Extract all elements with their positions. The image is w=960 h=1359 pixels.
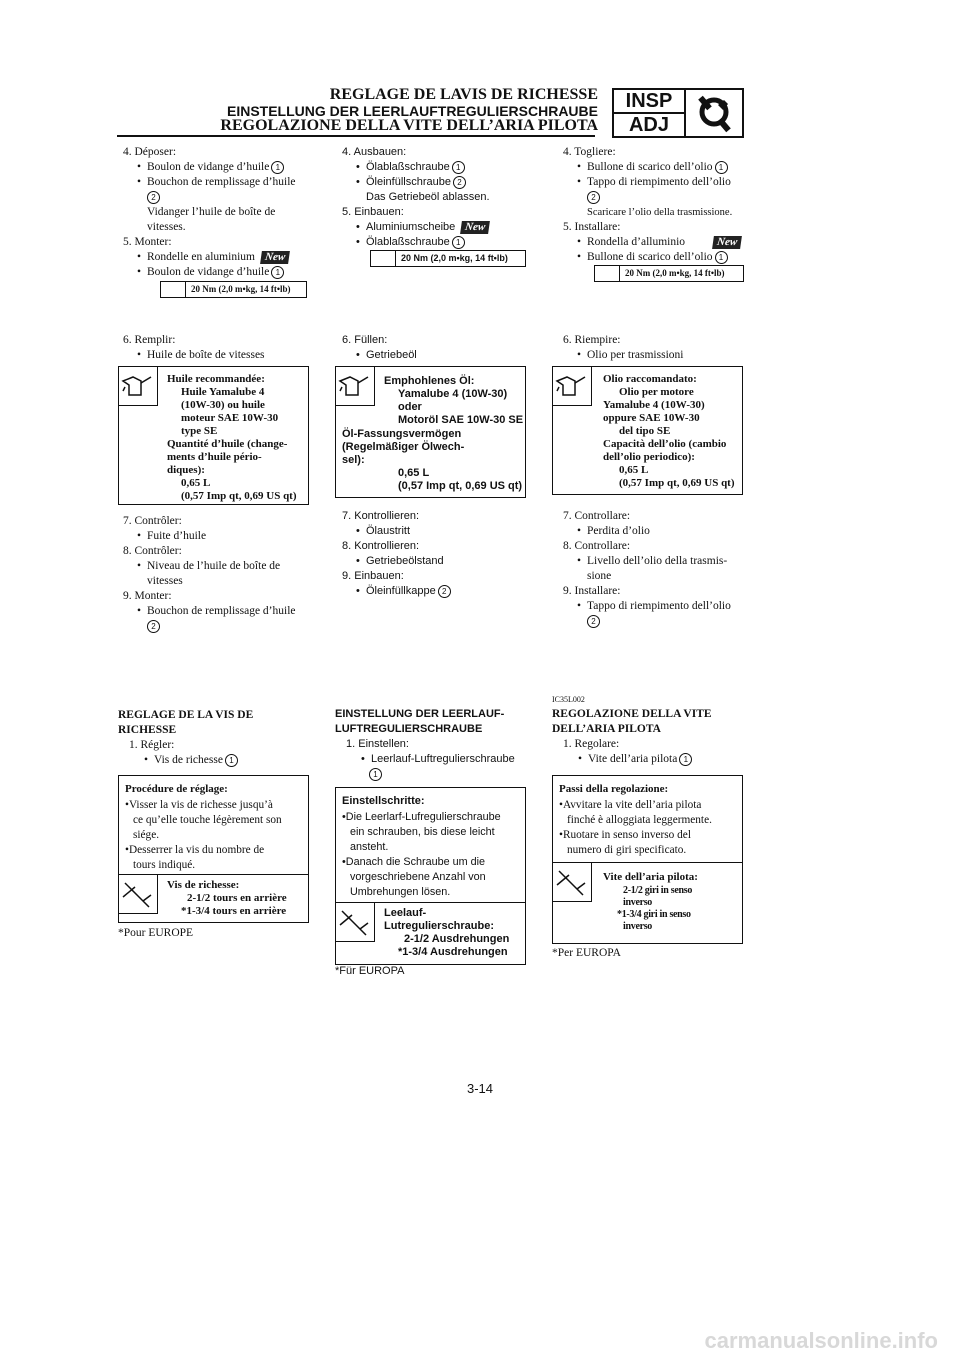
- step-5b: [563, 250, 753, 265]
- badge-adj: ADJ: [628, 114, 669, 136]
- step-8: 8. Kontrollieren:: [342, 540, 420, 552]
- step-4c-cont: vitesses.: [147, 221, 186, 233]
- spec-value: 2-1/2 tours en arrière: [187, 892, 287, 904]
- procedure-box-fr: [118, 775, 309, 923]
- procedure-box-it: [552, 775, 743, 944]
- step-text: Bullone di scarico dell’olio: [587, 161, 713, 173]
- torque-wrench-icon: [161, 282, 186, 297]
- spec-label: Leelauf-: [384, 907, 427, 919]
- spec-subbox-fr: [119, 874, 308, 922]
- oil-spec-box-it: [552, 366, 743, 495]
- bullet: •: [361, 753, 365, 765]
- step-text: Ölablaßschraube: [366, 236, 450, 248]
- step-5a: [342, 220, 532, 235]
- step-text: Vite dell’aria pilota: [588, 753, 678, 765]
- oil-spec-box-de: [335, 366, 526, 498]
- oil-capacity-label: Öl-Fassungsvermögen: [342, 428, 462, 440]
- step-text: Aluminiumscheibe: [366, 221, 456, 233]
- oil-value: Motoröl SAE 10W-30 SE: [398, 414, 524, 426]
- step-text: Öleinfüllkappe: [366, 585, 436, 597]
- step-5b: [123, 265, 313, 280]
- screwdriver-icon: [336, 903, 375, 942]
- screwdriver-icon: [119, 875, 157, 913]
- torque-text: 20 Nm (2,0 m•kg, 14 ft•lb): [625, 268, 725, 278]
- column-fr: [123, 145, 313, 280]
- step-5: 5. Monter:: [123, 236, 172, 248]
- oil-capacity-label: sel):: [342, 454, 365, 466]
- oil-label: Huile recommandée:: [167, 373, 265, 385]
- oil-label: Emphohlenes Öl:: [384, 375, 475, 387]
- callout-1: 1: [452, 236, 465, 249]
- procedure-title: Procédure de réglage:: [125, 783, 228, 795]
- adjust-step-1a-cont: [335, 767, 535, 782]
- step-7a: • Perdita d’olio: [563, 524, 753, 539]
- step-8a: • Getriebeölstand: [342, 554, 532, 569]
- step-4c: Vidanger l’huile de boîte de: [147, 206, 276, 218]
- step-text: Vis de richesse: [154, 754, 223, 766]
- procedure-line: •Die Leerlarf-Lufregulierschraube: [342, 811, 501, 823]
- procedure-box-de: [335, 787, 526, 965]
- oil-capacity-value: (0,57 Imp qt, 0,69 US qt): [619, 477, 735, 489]
- step-9: 9. Einbauen:: [342, 570, 404, 582]
- callout-1: 1: [715, 161, 728, 174]
- step-5b: [342, 235, 532, 250]
- oil-value: Olio per motore: [619, 386, 694, 398]
- oil-value: oppure SAE 10W-30: [603, 412, 700, 424]
- oil-can-icon: [119, 367, 157, 405]
- step-4b-cont: [123, 190, 313, 205]
- procedure-line: •Desserrer la vis du nombre de: [125, 844, 265, 856]
- spec-value: *1-3/4 giri in senso: [617, 909, 691, 920]
- footnote-it: [552, 946, 621, 961]
- adjust-step-1a: [552, 752, 752, 767]
- procedure-title: Passi della regolazione:: [559, 783, 669, 795]
- title-de: EINSTELLUNG DER LEERLAUFTREGULIERSCHRAUBE: [226, 103, 598, 119]
- procedure-line: Umbrehungen lösen.: [350, 886, 451, 898]
- step-5: 5. Einbauen:: [342, 206, 404, 218]
- procedure-line: siége.: [133, 829, 160, 841]
- screwdriver-icon: [119, 875, 158, 914]
- badge-insp: INSP: [625, 90, 673, 112]
- oil-value: type SE: [181, 425, 218, 437]
- oil-can-icon: [553, 367, 591, 405]
- step-text: Ölablaßschraube: [366, 161, 450, 173]
- oil-capacity-label: ments d’huile pério-: [167, 451, 262, 463]
- step-7: 7. Contrôler:: [123, 515, 182, 527]
- torque-wrench-icon: [595, 266, 620, 281]
- column-fr-fill: [123, 333, 313, 363]
- oil-capacity-value: (0,57 Imp qt, 0,69 US qt): [181, 490, 297, 502]
- callout-2: 2: [438, 585, 451, 598]
- torque-spec-it: [594, 265, 744, 282]
- step-9a: [342, 584, 532, 599]
- torque-text: 20 Nm (2,0 m•kg, 14 ft•lb): [401, 253, 508, 263]
- callout-1: 1: [225, 754, 238, 767]
- step-6: 6. Remplir:: [123, 334, 176, 346]
- adjust-step-1: 1. Régler:: [129, 739, 175, 751]
- new-badge: New: [712, 236, 742, 249]
- spec-label: Lutregulierschraube:: [384, 920, 495, 932]
- step-9: 9. Monter:: [123, 590, 172, 602]
- step-5: 5. Installare:: [563, 221, 621, 233]
- column-it-check: [563, 509, 753, 629]
- column-de-check: [342, 509, 532, 599]
- screwdriver-icon: [336, 903, 374, 941]
- spec-value: 2-1/2 Ausdrehungen: [404, 933, 510, 945]
- step-6a: • Olio per trasmissioni: [563, 348, 753, 363]
- spec-value: inverso: [623, 921, 653, 932]
- oil-value: Yamalube 4 (10W-30): [398, 388, 508, 400]
- magnifier-wrench-icon: [688, 92, 740, 134]
- page-number: 3-14: [466, 1081, 494, 1096]
- step-8a-cont: vitesses: [147, 575, 183, 587]
- step-7a: • Ölaustritt: [342, 524, 532, 539]
- torque-text: 20 Nm (2,0 m•kg, 14 ft•lb): [191, 284, 291, 294]
- spec-subbox-de: [336, 902, 525, 964]
- header-rule: [117, 135, 595, 137]
- step-5a: [123, 250, 313, 265]
- procedure-text: [125, 798, 282, 873]
- step-7: 7. Controllare:: [563, 510, 631, 522]
- section-title-line: LUFTREGULIERSCHRAUBE: [335, 723, 483, 735]
- step-8: 8. Contrôler:: [123, 545, 182, 557]
- step-9a: • Tappo di riempimento dell’olio: [563, 599, 753, 614]
- procedure-line: ein schrauben, bis diese leicht: [350, 826, 495, 838]
- bullet: •: [144, 754, 149, 766]
- callout-2: 2: [147, 191, 160, 204]
- column-de-fill: [342, 333, 532, 363]
- oil-spec-box-fr: [118, 366, 309, 505]
- step-8: 8. Controllare:: [563, 540, 631, 552]
- footnote-text: *Für EUROPA: [335, 965, 405, 977]
- oil-capacity-label: Quantité d’huile (change-: [167, 438, 288, 450]
- step-9a-cont: [123, 619, 313, 634]
- footnote-text: *Pour EUROPE: [118, 927, 194, 939]
- step-4c: Das Getriebeöl ablassen.: [366, 191, 490, 203]
- step-4: 4. Déposer:: [123, 146, 177, 158]
- oil-capacity-label: (Regelmäßiger Ölwech-: [342, 441, 465, 453]
- procedure-text: [342, 810, 501, 900]
- step-4a: [563, 160, 753, 175]
- oil-value: Huile Yamalube 4: [181, 386, 265, 398]
- bullet: •: [578, 753, 583, 765]
- callout-1: 1: [452, 161, 465, 174]
- oil-capacity-value: (0,57 Imp qt, 0,69 US qt): [398, 480, 523, 492]
- adjust-step-1a: [335, 752, 535, 767]
- step-6a: • Getriebeöl: [342, 348, 532, 363]
- adjust-step-1: 1. Regolare:: [563, 738, 620, 750]
- procedure-line: •Danach die Schraube um die: [342, 856, 486, 868]
- adjust-step-1a: [118, 753, 318, 768]
- column-it-adjust: [552, 737, 752, 767]
- step-4b: [342, 175, 532, 190]
- step-text: Bullone di scarico dell’olio: [587, 251, 713, 263]
- column-fr-check: [123, 514, 313, 634]
- column-it: [563, 145, 753, 265]
- procedure-line: tours indiqué.: [133, 859, 196, 871]
- step-4: 4. Ausbauen:: [342, 146, 407, 158]
- callout-1: 1: [271, 266, 284, 279]
- oil-capacity-label: diques):: [167, 464, 205, 476]
- column-de-adjust: [335, 737, 535, 782]
- step-4b-cont: [563, 190, 753, 205]
- step-4a: [342, 160, 532, 175]
- spec-value: *1-3/4 Ausdrehungen: [398, 946, 508, 958]
- title-fr: REGLAGE DE LAVIS DE RICHESSE: [329, 86, 598, 103]
- oil-capacity-label: Capacità dell’olio (cambio: [603, 438, 727, 450]
- oil-can-icon: [336, 367, 375, 406]
- badge-vertical-divider: [684, 90, 686, 136]
- step-7: 7. Kontrollieren:: [342, 510, 420, 522]
- oil-value: moteur SAE 10W-30: [181, 412, 279, 424]
- procedure-line: ce qu’elle touche légèrement son: [133, 814, 282, 826]
- step-7a: • Fuite d’huile: [123, 529, 313, 544]
- screwdriver-icon: [553, 863, 592, 902]
- step-text: Öleinfüllschraube: [366, 176, 451, 188]
- oil-label: Olio raccomandato:: [603, 373, 697, 385]
- callout-2: 2: [587, 615, 600, 628]
- section-code: IC35L002: [552, 695, 585, 704]
- section-title-fr: [118, 708, 318, 738]
- step-text: Boulon de vidange d’huile: [147, 266, 270, 278]
- procedure-line: •Visser la vis de richesse jusqu’à: [125, 799, 273, 811]
- section-title-line: RICHESSE: [118, 724, 177, 736]
- adjust-step-1: 1. Einstellen:: [346, 738, 409, 750]
- step-8a: • Livello dell’olio della trasmis-: [563, 554, 753, 569]
- watermark: carmanualsonline.info: [704, 1328, 938, 1353]
- insp-adj-badge: [612, 88, 744, 138]
- spec-value: 2-1/2 giri in senso: [623, 885, 693, 896]
- section-title-line: EINSTELLUNG DER LEERLAUF-: [335, 708, 505, 720]
- section-title-line: DELL’ARIA PILOTA: [552, 723, 661, 735]
- procedure-text: [559, 798, 712, 858]
- section-title-line: REGLAGE DE LA VIS DE: [118, 709, 254, 721]
- procedure-line: •Avvitare la vite dell’aria pilota: [559, 799, 702, 811]
- procedure-title: Einstellschritte:: [342, 795, 425, 807]
- callout-1: 1: [369, 768, 382, 781]
- section-title-de: [335, 707, 535, 737]
- new-badge: New: [460, 221, 490, 234]
- step-9a-cont: [563, 614, 753, 629]
- footnote-de: [335, 964, 404, 979]
- step-6: 6. Füllen:: [342, 334, 388, 346]
- spec-label: Vite dell’aria pilota:: [603, 871, 698, 883]
- column-it-fill: [563, 333, 753, 363]
- step-6a: • Huile de boîte de vitesses: [123, 348, 313, 363]
- oil-capacity-value: 0,65 L: [398, 467, 430, 479]
- step-9a: • Bouchon de remplissage d’huile: [123, 604, 313, 619]
- oil-capacity-value: 0,65 L: [181, 477, 211, 489]
- oil-value: (10W-30) ou huile: [181, 399, 265, 411]
- new-badge: New: [260, 251, 290, 264]
- step-8a: • Niveau de l’huile de boîte de: [123, 559, 313, 574]
- column-fr-adjust: [118, 738, 318, 768]
- spec-subbox-it: [553, 862, 742, 943]
- torque-spec-fr: [160, 281, 307, 298]
- step-text: Rondelle en aluminium: [147, 251, 255, 263]
- column-de: [342, 145, 532, 250]
- oil-can-icon: [119, 367, 158, 406]
- spec-label: Vis de richesse:: [167, 879, 240, 891]
- step-4c: Scaricare l’olio della trasmissione.: [587, 207, 733, 218]
- torque-spec-de: [370, 250, 526, 267]
- title-it: REGOLAZIONE DELLA VITE DELL’ARIA PILOTA: [220, 117, 598, 134]
- callout-1: 1: [271, 161, 284, 174]
- section-title-it: [552, 707, 752, 737]
- oil-value: Yamalube 4 (10W-30): [603, 399, 705, 411]
- spec-value: *1-3/4 tours en arrière: [181, 905, 287, 917]
- screwdriver-icon: [553, 863, 591, 901]
- oil-can-icon: [553, 367, 592, 406]
- step-4b: • Tappo di riempimento dell’olio: [563, 175, 753, 190]
- callout-1: 1: [679, 753, 692, 766]
- step-6: 6. Riempire:: [563, 334, 621, 346]
- section-code-it: [552, 695, 585, 705]
- procedure-line: ansteht.: [350, 841, 389, 853]
- step-text: Boulon de vidange d’huile: [147, 161, 270, 173]
- callout-2: 2: [453, 176, 466, 189]
- procedure-line: vorgeschriebene Anzahl von: [350, 871, 486, 883]
- step-9: 9. Installare:: [563, 585, 621, 597]
- step-5a: [563, 235, 753, 250]
- footnote-fr: [118, 926, 193, 941]
- step-text: Leerlauf-Luftregulierschraube: [371, 753, 515, 765]
- procedure-line: •Ruotare in senso inverso del: [559, 829, 691, 841]
- step-4b: • Bouchon de remplissage d’huile: [123, 175, 313, 190]
- step-text: Rondella d’alluminio: [587, 236, 686, 248]
- oil-value: del tipo SE: [619, 425, 671, 437]
- callout-1: 1: [715, 251, 728, 264]
- oil-value: oder: [398, 401, 422, 413]
- procedure-line: finché è alloggiata leggermente.: [567, 814, 712, 826]
- step-4: 4. Togliere:: [563, 146, 616, 158]
- procedure-line: numero di giri specificato.: [567, 844, 687, 856]
- oil-capacity-label: dell’olio periodico):: [603, 451, 695, 463]
- section-title-line: REGOLAZIONE DELLA VITE: [552, 708, 712, 720]
- step-8a-cont: sione: [587, 570, 612, 582]
- oil-can-icon: [336, 367, 374, 405]
- oil-capacity-value: 0,65 L: [619, 464, 649, 476]
- footnote-text: *Per EUROPA: [552, 947, 621, 959]
- step-4a: [123, 160, 313, 175]
- torque-wrench-icon: [371, 251, 396, 266]
- callout-2: 2: [147, 620, 160, 633]
- callout-2: 2: [587, 191, 600, 204]
- spec-value: inverso: [623, 897, 653, 908]
